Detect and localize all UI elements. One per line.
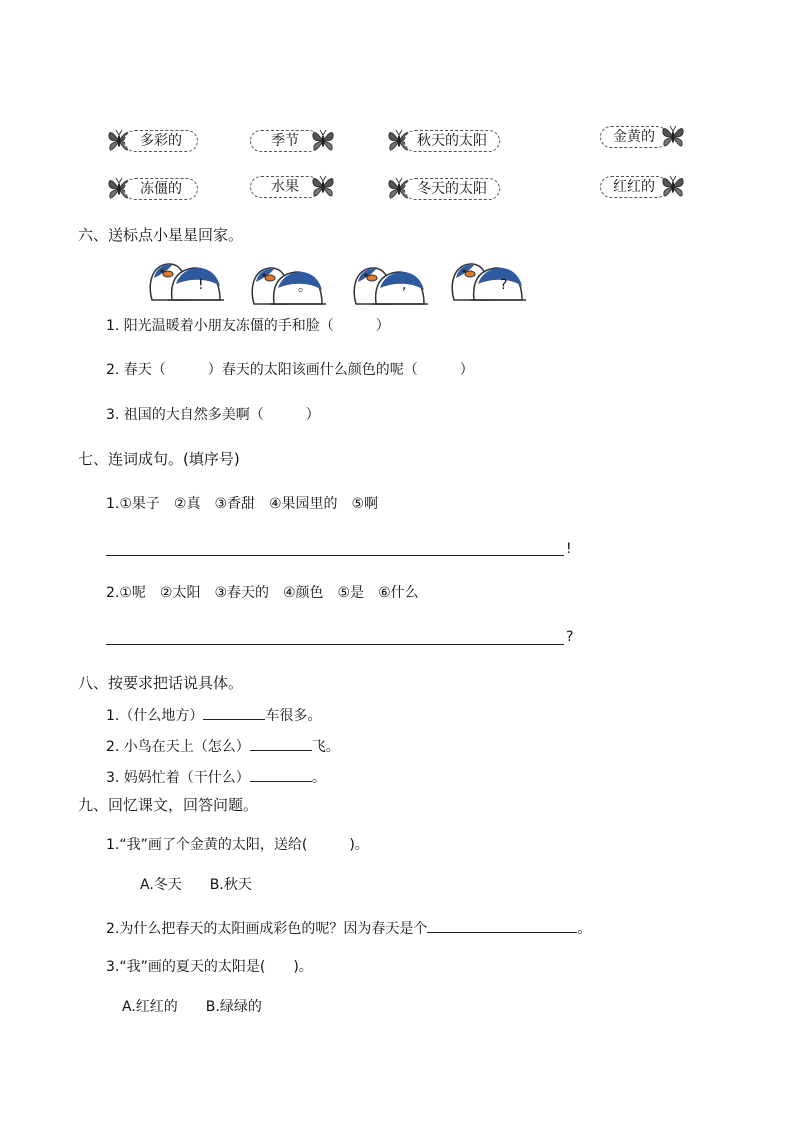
- section8-item: [106, 767, 326, 787]
- word-card: [250, 174, 336, 202]
- section6-title: 六、送标点小星星回家。: [78, 226, 244, 244]
- answer-blank[interactable]: [250, 767, 312, 782]
- word-card-label: 秋天的太阳: [404, 130, 500, 152]
- section7-question: 2.①呢 ②太阳 ③春天的 ④颜色 ⑤是 ⑥什么: [106, 585, 419, 601]
- section8-item-prefix: 3. 妈妈忙着（干什么）: [106, 770, 250, 786]
- section9-title: 九、回忆课文，回答问题。: [78, 796, 259, 814]
- answer-line[interactable]: [106, 644, 564, 645]
- penguin-mark: 。: [298, 279, 312, 295]
- butterfly-icon: [662, 174, 684, 200]
- section9-question: 1.“我”画了个金黄的太阳，送给( )。: [106, 837, 369, 853]
- penguin-mark: !: [198, 277, 204, 293]
- section9-question-text: 2.为什么把春天的太阳画成彩色的呢？因为春天是个: [106, 921, 428, 937]
- answer-blank[interactable]: [203, 705, 265, 720]
- answer-blank[interactable]: [250, 736, 312, 751]
- word-card: [388, 128, 500, 156]
- word-card: [108, 128, 198, 156]
- butterfly-icon: [662, 124, 684, 150]
- word-card-label: 水果: [250, 176, 320, 198]
- word-card-label: 冬天的太阳: [404, 178, 500, 200]
- penguin-icon: [448, 256, 528, 304]
- answer-line-end: ?: [566, 629, 574, 645]
- word-card-label: 冻僵的: [124, 178, 198, 200]
- word-card-label: 金黄的: [600, 126, 668, 148]
- word-card-label: 红红的: [600, 176, 668, 198]
- word-card-label: 季节: [250, 130, 320, 152]
- section8-item: [106, 705, 321, 725]
- word-card: [600, 174, 688, 202]
- penguin-icon: [146, 256, 226, 304]
- section8-item: [106, 736, 340, 756]
- section9-options: A.红红的 B.绿绿的: [122, 999, 262, 1015]
- section8-item-suffix: 。: [311, 770, 326, 786]
- section6-item: 2. 春天（ ）春天的太阳该画什么颜色的呢（ ）: [106, 362, 474, 378]
- section8-item-suffix: 飞。: [311, 739, 340, 755]
- butterfly-icon: [312, 174, 334, 200]
- section9-options: A.冬天 B.秋天: [140, 877, 252, 893]
- answer-line[interactable]: [106, 555, 564, 556]
- penguin-mark: ,: [402, 277, 407, 293]
- section8-title: 八、按要求把话说具体。: [78, 674, 244, 692]
- word-card: [108, 176, 198, 204]
- section6-item: 3. 祖国的大自然多美啊（ ）: [106, 407, 320, 423]
- section9-question: 3.“我”画的夏天的太阳是( )。: [106, 959, 313, 975]
- section7-title: 七、连词成句。(填序号): [78, 450, 240, 468]
- word-card: [250, 128, 336, 156]
- section9-question: [106, 918, 591, 938]
- word-card: [388, 176, 500, 204]
- answer-line-end: !: [566, 541, 572, 557]
- word-card: [600, 124, 688, 152]
- section9-question-end: 。: [577, 921, 592, 937]
- word-card-label: 多彩的: [124, 130, 198, 152]
- section8-item-suffix: 车很多。: [265, 708, 322, 724]
- section8-item-prefix: 2. 小鸟在天上（怎么）: [106, 739, 250, 755]
- answer-blank[interactable]: [427, 918, 577, 933]
- penguin-icon: [350, 260, 430, 308]
- section7-question: 1.①果子 ②真 ③香甜 ④果园里的 ⑤啊: [106, 496, 379, 512]
- section8-item-prefix: 1.（什么地方）: [106, 708, 204, 724]
- butterfly-icon: [312, 128, 334, 154]
- penguin-mark: ?: [500, 277, 508, 293]
- section6-item: 1. 阳光温暖着小朋友冻僵的手和脸（ ）: [106, 318, 390, 334]
- penguin-icon: [248, 260, 328, 308]
